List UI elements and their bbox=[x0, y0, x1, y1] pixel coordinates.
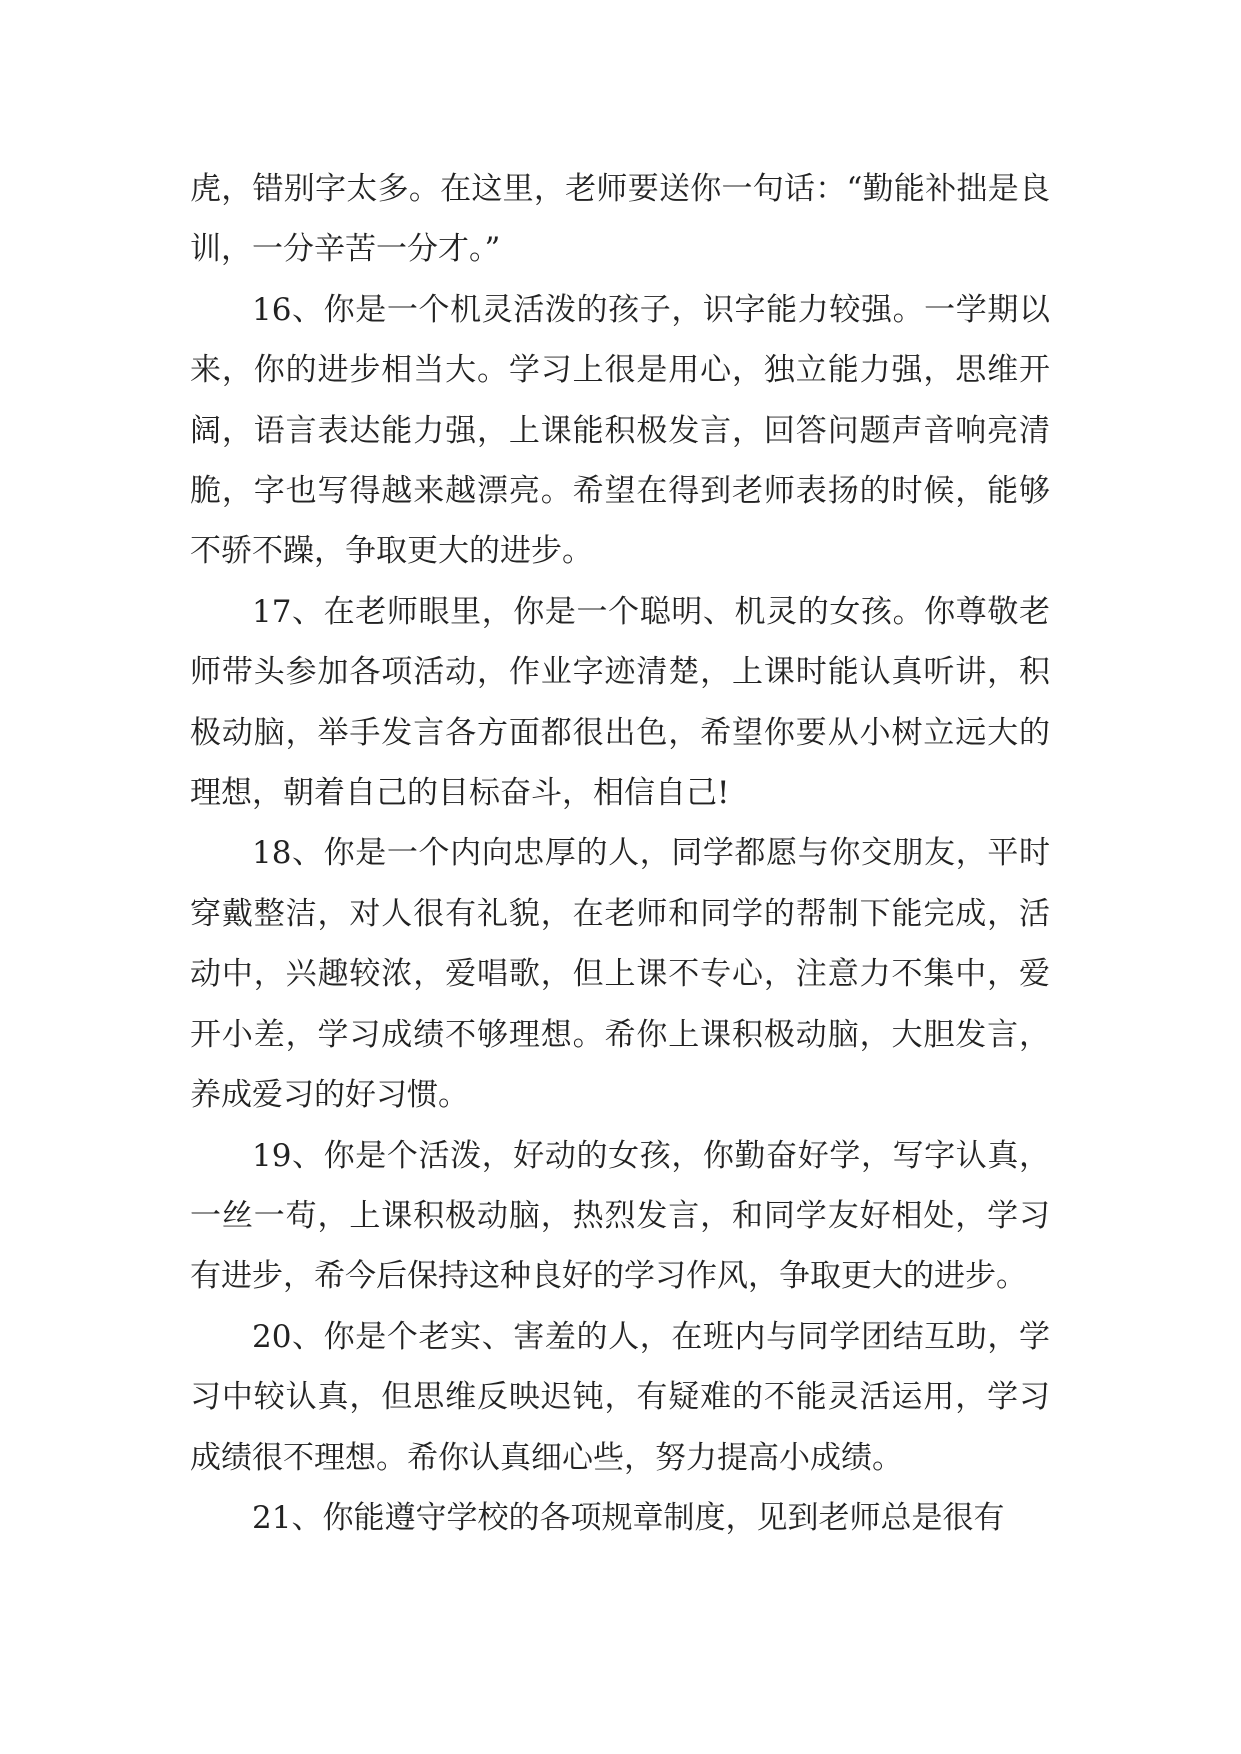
comment-paragraph-19: 19、你是个活泼，好动的女孩，你勤奋好学，写字认真，一丝一苟，上课积极动脑，热烈发言，和同学友好相处，学习有进步，希今后保持这种良好的学习作风，争取更大的进步。 bbox=[190, 1137, 1050, 1295]
comment-paragraph-21: 21、你能遵守学校的各项规章制度，见到老师总是很有 bbox=[252, 1499, 1005, 1536]
comment-paragraph-16: 16、你是一个机灵活泼的孩子，识字能力较强。一学期以来，你的进步相当大。学习上很是用心，独立能力强，思维开阔，语言表达能力强，上课能积极发言，回答问题声音响亮清脆，字也写得越来越漂亮。希望在得到老师表扬的时候，能够不骄不躁，争取更大的进步。 bbox=[190, 291, 1050, 570]
comment-paragraph-20: 20、你是个老实、害羞的人，在班内与同学团结互助，学习中较认真，但思维反映迟钝，有疑难的不能灵活运用，学习成绩很不理想。希你认真细心些，努力提高小成绩。 bbox=[190, 1318, 1050, 1476]
comment-paragraph-18: 18、你是一个内向忠厚的人，同学都愿与你交朋友，平时穿戴整洁，对人很有礼貌，在老师和同学的帮制下能完成，活动中，兴趣较浓，爱唱歌，但上课不专心，注意力不集中，爱开小差，学习成绩不够理想。希你上课积极动脑，大胆发言，养成爱习的好习惯。 bbox=[190, 835, 1050, 1114]
document-body bbox=[190, 159, 1050, 1548]
continued-paragraph: 虎，错别字太多。在这里，老师要送你一句话：“勤能补拙是良训，一分辛苦一分才。” bbox=[190, 171, 1050, 268]
comment-paragraph-17: 17、在老师眼里，你是一个聪明、机灵的女孩。你尊敬老师带头参加各项活动，作业字迹清楚，上课时能认真听讲，积极动脑，举手发言各方面都很出色，希望你要从小树立远大的理想，朝着自己的目标奋斗，相信自己! bbox=[190, 593, 1050, 812]
